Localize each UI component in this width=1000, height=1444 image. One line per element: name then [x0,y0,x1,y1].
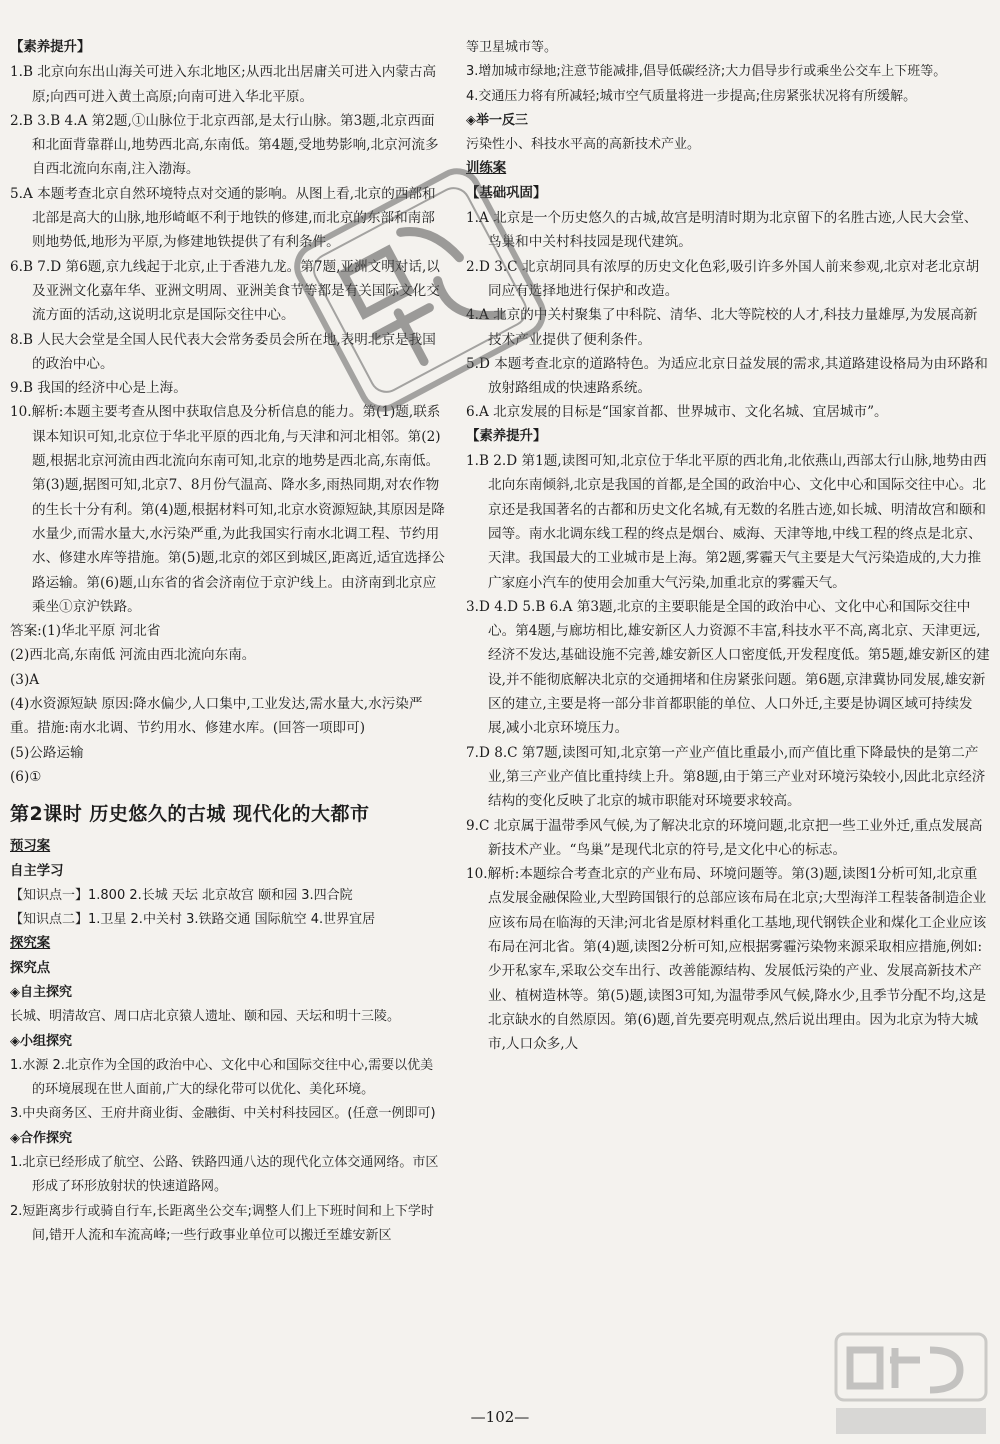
left-line-16: 自主学习 [10,863,64,879]
right-line-5: 训练案 [466,161,507,177]
left-line-3: 5.A 本题考查北京自然环境特点对交通的影响。从图上看,北京的西部和北部是高大的山脉,地形崎岖不利于地铁的修建,而北京的东部和南部则地势低,地形为平原,为修建地铁提供了有利条件。 [10,185,436,251]
left-line-28: 2.短距离步行或骑自行车,长距离坐公交车;调整人们上下班时间和上下学时间,错开人流和车流高峰;一些行政事业单位可以搬迁至雄安新区 [10,1203,434,1243]
right-line-14: 3.D 4.D 5.B 6.A 第3题,北京的主要职能是全国的政治中心、文化中心和国际交往中心。第4题,与廊坊相比,雄安新区人力资源不丰富,科技水平不高,离北京、天津更远,经济不发达,基础设施不完善,雄安新区人口密度低,开发程度低。第5题,雄安新区的建设,并不能彻底解决北京的交通拥堵和住房紧张问题。第6题,京津冀协同发展,雄安新区的建立,主要是将一部分非首都职能的单位、人口外迁,主要是协调区域可持续发展,减小北京环境压力。 [466,598,990,737]
left-line-26: ◈合作探究 [10,1130,72,1146]
left-line-5: 8.B 人民大会堂是全国人民代表大会常务委员会所在地,表明北京是我国的政治中心。 [10,331,436,372]
left-line-13: (6)① [10,768,42,785]
left-line-14: 第2课时 历史悠久的古城 现代化的大都市 [10,803,370,826]
right-line-2: 4.交通压力将有所减轻;城市空气质量将进一步提高;住房紧张状况将有所缓解。 [466,88,917,104]
left-line-17: 【知识点一】1.800 2.长城 天坛 北京故宫 颐和园 3.四合院 [10,887,353,903]
left-line-20: 探究点 [10,960,51,976]
right-line-10: 5.D 本题考查北京的道路特色。为适应北京日益发展的需求,其道路建设格局为由环路和放射路组成的快速路系统。 [466,355,988,397]
left-line-1: 1.B 北京向东出山海关可进入东北地区;从西北出居庸关可进入内蒙古高原;向西可进入黄土高原;向南可进入华北平原。 [10,64,437,105]
left-line-15: 预习案 [10,839,51,855]
left-line-21: ◈自主探究 [10,984,72,1000]
right-column [466,36,990,1056]
right-line-13: 1.B 2.D 第1题,读图可知,北京位于华北平原的西北角,北依燕山,西部太行山脉,地势由西北向东南倾斜,北京是我国的首都,是全国的政治中心、文化中心和国际交往中心。北京还是我国著名的古都和历史文化名城,有无数的名胜古迹,如长城、明清故宫和颐和园等。南水北调东线工程的终点是烟台、威海、天津等地,中线工程的终点是北京、天津。我国最大的工业城市是上海。第2题,雾霾天气主要是大气污染造成的,大力推广家庭小汽车的使用会加重大气污染,加重北京的雾霾天气。 [466,453,987,591]
right-line-16: 9.C 北京属于温带季风气候,为了解决北京的环境问题,北京把一些工业外迁,重点发展高新技术产业。“鸟巢”是现代北京的符号,是文化中心的标志。 [466,817,983,858]
left-line-27: 1.北京已经形成了航空、公路、铁路四通八达的现代化立体交通网络。市区形成了环形放射状的快速道路网。 [10,1155,439,1195]
right-line-3: ◈举一反三 [466,112,528,128]
right-line-0: 等卫星城市等。 [466,40,558,55]
right-line-7: 1.A 北京是一个历史悠久的古城,故宫是明清时期为北京留下的名胜古迹,人民大会堂、鸟巢和中关村科技园是现代建筑。 [466,210,978,251]
right-line-12: 【素养提升】 [466,428,547,444]
left-line-10: (3)A [10,671,40,688]
right-line-6: 【基础巩固】 [466,185,547,201]
left-line-2: 2.B 3.B 4.A 第2题,①山脉位于北京西部,是太行山脉。第3题,北京西面和北面背靠群山,地势西北高,东南低。第4题,受地势影响,北京河流多自西北流向东南,注入渤海。 [10,112,439,178]
left-line-25: 3.中央商务区、王府井商业街、金融街、中关村科技园区。(任意一例即可) [10,1106,436,1122]
right-line-1: 3.增加城市绿地;注意节能减排,倡导低碳经济;大力倡导步行或乘坐公交车上下班等。 [466,64,947,80]
left-line-22: 长城、明清故宫、周口店北京猿人遗址、颐和园、天坛和明十三陵。 [10,1009,401,1025]
left-line-24: 1.水源 2.北京作为全国的政治中心、文化中心和国际交往中心,需要以优美的环境展现在世人面前,广大的绿化带可以优化、美化环境。 [10,1057,434,1098]
left-line-12: (5)公路运输 [10,744,84,761]
right-line-4: 污染性小、科技水平高的高新技术产业。 [466,137,701,153]
left-line-4: 6.B 7.D 第6题,京九线起于北京,止于香港九龙。第7题,亚洲文明对话,以及亚洲文化嘉年华、亚洲文明周、亚洲美食节等都是有关国际文化交流方面的活动,这说明北京是国际交往中心。 [10,258,440,324]
left-line-18: 【知识点二】1.卫星 2.中关村 3.铁路交通 国际航空 4.世界宜居 [10,912,376,928]
right-line-9: 4.A 北京的中关村聚集了中科院、清华、北大等院校的人才,科技力量雄厚,为发展高新技术产业提供了便利条件。 [466,307,978,348]
left-line-9: (2)西北高,东南低 河流由西北流向东南。 [10,647,256,664]
right-line-11: 6.A 北京发展的目标是“国家首都、世界城市、文化名城、宜居城市”。 [466,404,888,421]
left-line-11: (4)水资源短缺 原因:降水偏少,人口集中,工业发达,需水量大,水污染严重。措施:南水北调、节约用水、修建水库。(回答一项即可) [10,696,423,737]
left-line-6: 9.B 我国的经济中心是上海。 [10,380,187,397]
right-line-17: 10.解析:本题综合考查北京的产业布局、环境问题等。第(3)题,读图1分析可知,北京重点发展金融保险业,大型跨国银行的总部应该布局在北京;大型海洋工程装备制造企业应该布局在临海的天津;河北省是原材料重化工基地,现代钢铁企业和煤化工企业应该布局在河北省。第(4)题,读图2分析可知,应根据雾霾污染物来源采取相应措施,例如:少开私家车,采取公交车出行、改善能源结构、发展低污染的产业、发展高新技术产业、植树造林等。第(5)题,读图3可知,为温带季风气候,降水少,且季节分配不均,这是北京缺水的自然原因。第(6)题,首先要亮明观点,然后说出理由。因为北京为特大城市,人口众多,人 [466,866,987,1053]
left-line-19: 探究案 [10,936,51,952]
right-line-15: 7.D 8.C 第7题,读图可知,北京第一产业产值比重最小,而产值比重下降最快的是第二产业,第三产业产值比重持续上升。第8题,由于第三产业对环境污染较小,因此北京经济结构的变化反映了北京的城市职能对环境要求较高。 [466,744,986,810]
page-number: —102— [470,1408,530,1426]
left-column [10,36,446,1248]
left-line-8: 答案:(1)华北平原 河北省 [10,623,161,640]
left-line-0: 【素养提升】 [10,40,91,55]
left-line-7: 10.解析:本题主要考查从图中获取信息及分析信息的能力。第(1)题,联系课本知识可知,北京位于华北平原的西北角,与天津和河北相邻。第(2)题,根据北京河流由西北流向东南可知,北京的地势是西北高,东南低。第(3)题,据图可知,北京7、8月份气温高、降水多,雨热同期,对农作物的生长十分有利。第(4)题,根据材料可知,北京水资源短缺,其原因是降水量少,而需水量大,水污染严重,为此我国实行南水北调工程、节约用水、修建水库等措施。第(5)题,北京的郊区到城区,距离近,适宜选择公路运输。第(6)题,山东省的省会济南位于京沪线上。由济南到北京应乘坐①京沪铁路。 [10,404,445,615]
right-line-8: 2.D 3.C 北京胡同具有浓厚的历史文化色彩,吸引许多外国人前来参观,北京对老北京胡同应有选择地进行保护和改造。 [466,258,980,299]
left-line-23: ◈小组探究 [10,1033,72,1049]
